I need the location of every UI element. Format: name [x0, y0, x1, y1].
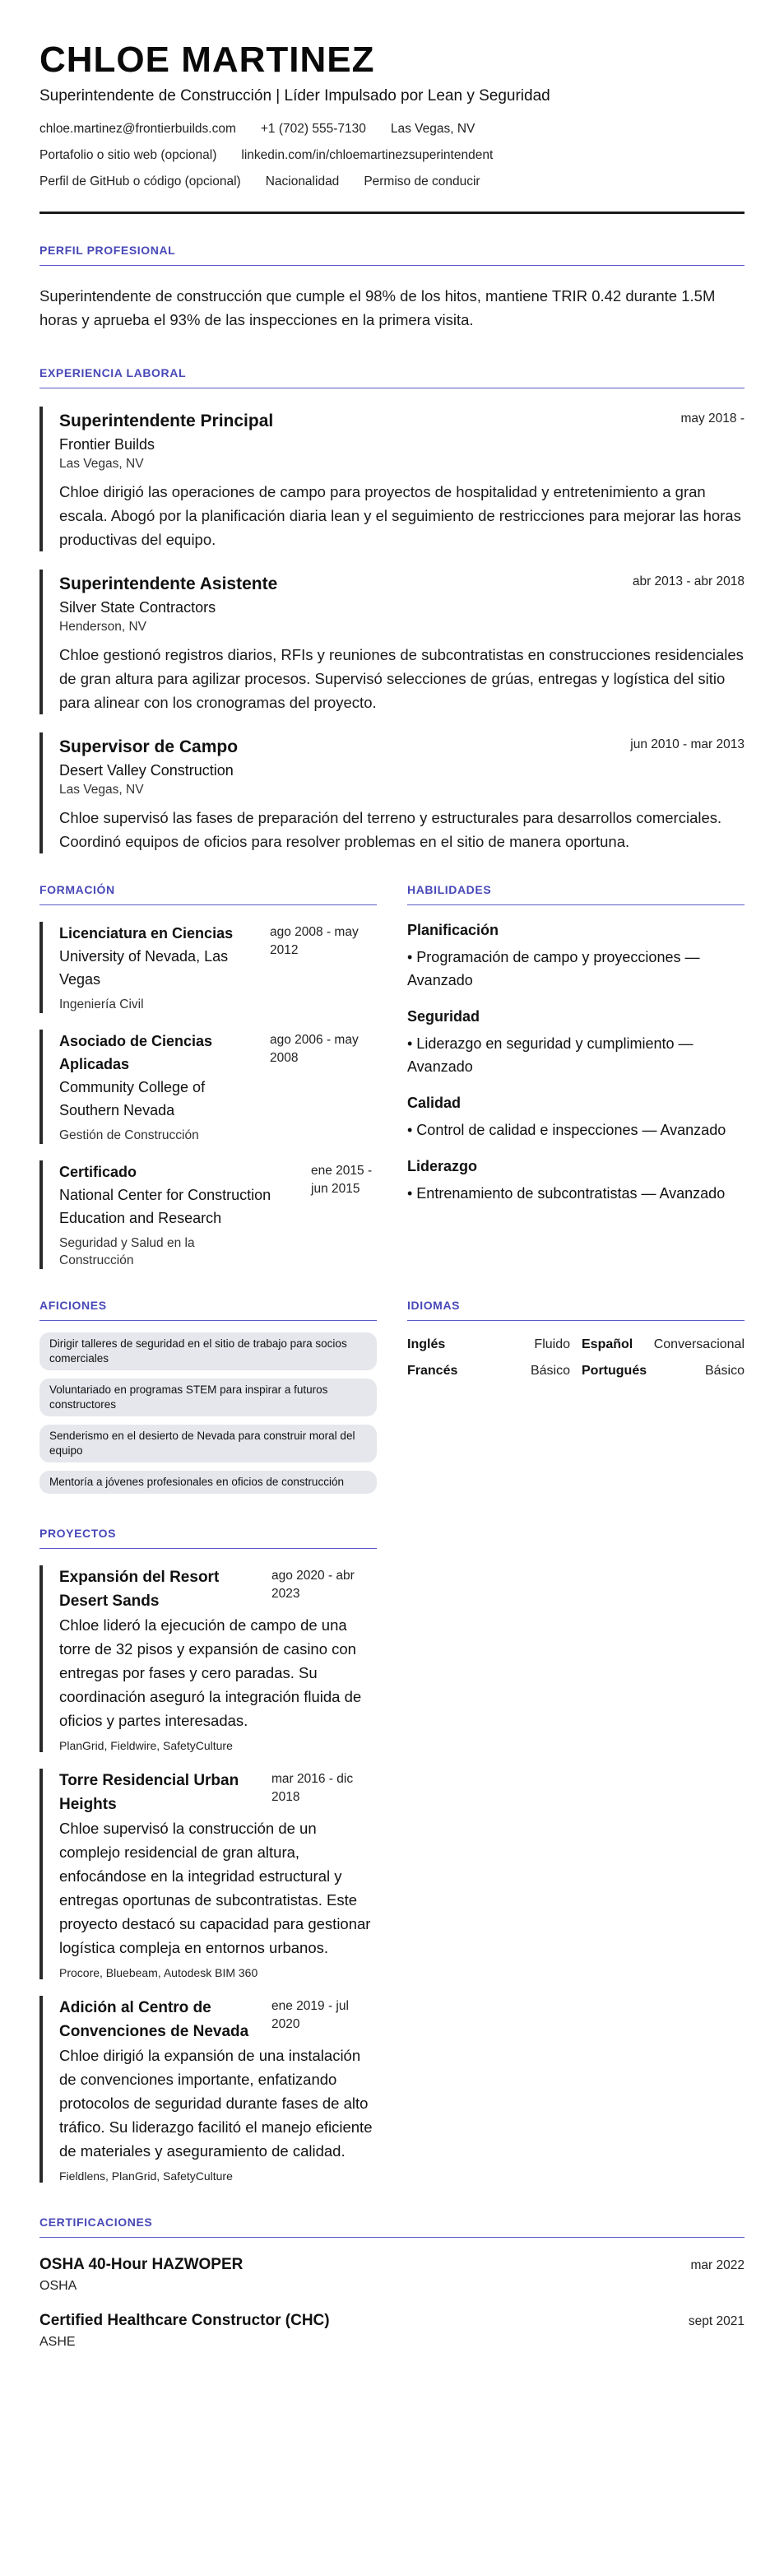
education-title: FORMACIÓN	[39, 883, 377, 905]
cert-issuer: ASHE	[39, 2335, 76, 2349]
languages-section	[407, 1299, 745, 1494]
skill-category: Liderazgo	[407, 1158, 478, 1174]
project-date: ene 2019 - jul 2020	[271, 1999, 349, 2031]
language-name: Inglés	[407, 1337, 446, 1351]
certifications-section	[39, 2216, 745, 2350]
language-level: Básico	[530, 1364, 570, 1378]
education-section	[39, 883, 377, 1269]
job-description: Chloe supervisó las fases de preparación del terreno y estructurales para desarrollos comerciales. Coordinó equipos de oficios para resolver problemas en el sitio de manera oportuna.	[59, 809, 722, 850]
language-name: Francés	[407, 1364, 458, 1378]
language-row	[582, 1337, 745, 1352]
edu-date: ago 2006 - may 2008	[270, 1033, 359, 1065]
contact-github[interactable]: Perfil de GitHub o código (opcional)	[39, 174, 241, 188]
project-item	[39, 1769, 377, 1979]
skill-category: Planificación	[407, 922, 499, 938]
edu-field: Seguridad y Salud en la Construcción	[59, 1236, 195, 1267]
experience-title: EXPERIENCIA LABORAL	[39, 366, 745, 388]
edu-school: Community College of Southern Nevada	[59, 1079, 206, 1118]
project-tools: Fieldlens, PlanGrid, SafetyCulture	[59, 2169, 233, 2183]
skill-group	[407, 1158, 745, 1205]
cert-date: mar 2022	[690, 2258, 745, 2272]
contact-portfolio[interactable]: Portafolio o sitio web (opcional)	[39, 148, 217, 162]
projects-section	[39, 1527, 377, 2183]
skill-value: • Entrenamiento de subcontratistas — Avanzado	[407, 1185, 726, 1202]
edu-degree: Certificado	[59, 1164, 137, 1180]
hobbies-title: AFICIONES	[39, 1299, 377, 1321]
project-item	[39, 1565, 377, 1752]
job-role: Superintendente Principal	[59, 412, 274, 430]
job-date: jun 2010 - mar 2013	[630, 737, 745, 751]
project-description: Chloe lideró la ejecución de campo de una torre de 32 pisos y expansión de casino con entregas por fases y cero paradas. Su coordinación aseguró la integración fluida de oficios y partes interesadas.	[59, 1616, 362, 1729]
projects-title: PROYECTOS	[39, 1527, 377, 1549]
header-divider	[39, 212, 745, 214]
language-level: Fluido	[534, 1337, 570, 1351]
project-tools: Procore, Bluebeam, Autodesk BIM 360	[59, 1966, 258, 1979]
candidate-headline: Superintendente de Construcción | Líder Impulsado por Lean y Seguridad	[39, 87, 550, 105]
certification-item	[39, 2256, 745, 2294]
hobby-pill: Voluntariado en programas STEM para inspirar a futuros constructores	[39, 1379, 377, 1416]
language-level: Básico	[704, 1364, 745, 1378]
job-company: Desert Valley Construction	[59, 762, 234, 779]
project-description: Chloe dirigió la expansión de una instalación de convenciones importante, enfatizando protocolos de seguridad durante fases de alto tráfico. Su liderazgo facilitó el manejo eficiente de materiales y aseguramiento de calidad.	[59, 2047, 373, 2160]
edu-field: Gestión de Construcción	[59, 1128, 199, 1142]
edu-degree: Asociado de Ciencias Aplicadas	[59, 1033, 213, 1072]
summary-title: PERFIL PROFESIONAL	[39, 244, 745, 266]
cert-issuer: OSHA	[39, 2279, 77, 2293]
edu-date: ene 2015 - jun 2015	[311, 1164, 373, 1196]
language-row	[407, 1337, 570, 1352]
job-role: Supervisor de Campo	[59, 737, 239, 756]
project-date: ago 2020 - abr 2023	[271, 1569, 355, 1601]
contact-info	[39, 120, 615, 190]
job-date: may 2018 -	[680, 412, 745, 425]
job-role: Superintendente Asistente	[59, 574, 278, 593]
skill-value: • Programación de campo y proyecciones — Avanzado	[407, 949, 700, 988]
edu-degree: Licenciatura en Ciencias	[59, 925, 234, 942]
education-item	[39, 922, 377, 1013]
project-title: Expansión del Resort Desert Sands	[59, 1569, 220, 1610]
skill-category: Calidad	[407, 1095, 462, 1111]
language-level: Conversacional	[653, 1337, 745, 1351]
skills-section	[407, 883, 745, 1269]
contact-location: Las Vegas, NV	[390, 122, 476, 136]
project-item	[39, 1996, 377, 2183]
hobby-pill: Senderismo en el desierto de Nevada para construir moral del equipo	[39, 1425, 377, 1462]
cert-name: OSHA 40-Hour HAZWOPER	[39, 2256, 244, 2273]
hobbies-section	[39, 1299, 377, 1494]
language-row	[407, 1364, 570, 1379]
skill-category: Seguridad	[407, 1008, 480, 1025]
contact-phone[interactable]: +1 (702) 555-7130	[260, 122, 366, 136]
contact-nationality: Nacionalidad	[265, 174, 340, 188]
education-skills-row	[39, 883, 745, 1269]
job-location: Las Vegas, NV	[59, 783, 144, 797]
certifications-title: CERTIFICACIONES	[39, 2216, 745, 2238]
cert-name: Certified Healthcare Constructor (CHC)	[39, 2312, 330, 2329]
experience-section	[39, 366, 745, 853]
skill-group	[407, 1095, 745, 1142]
edu-field: Ingeniería Civil	[59, 997, 144, 1011]
experience-item	[39, 407, 745, 551]
job-location: Las Vegas, NV	[59, 457, 144, 471]
experience-item	[39, 570, 745, 714]
edu-date: ago 2008 - may 2012	[270, 925, 359, 957]
resume-header	[39, 38, 745, 214]
education-item	[39, 1030, 377, 1144]
project-description: Chloe supervisó la construcción de un complejo residencial de gran altura, enfocándose en la integridad estructural y entregas oportunas de subcontratistas. Este proyecto destacó su capacidad para gestionar logística compleja en entornos urbanos.	[59, 1820, 371, 1956]
hobby-pill: Mentoría a jóvenes profesionales en oficios de construcción	[39, 1471, 377, 1494]
project-tools: PlanGrid, Fieldwire, SafetyCulture	[59, 1739, 233, 1752]
edu-school: University of Nevada, Las Vegas	[59, 948, 229, 988]
job-company: Frontier Builds	[59, 436, 155, 453]
summary-section	[39, 244, 745, 332]
skill-value: • Control de calidad e inspecciones — Avanzado	[407, 1122, 726, 1138]
language-name: Portugués	[582, 1364, 647, 1378]
job-location: Henderson, NV	[59, 620, 146, 634]
summary-text: Superintendente de construcción que cumple el 98% de los hitos, mantiene TRIR 0.42 durante 1.5M horas y aprueba el 93% de las inspecciones en la primera visita.	[39, 287, 716, 328]
candidate-name: CHLOE MARTINEZ	[39, 40, 375, 80]
education-item	[39, 1160, 377, 1269]
job-company: Silver State Contractors	[59, 599, 216, 616]
language-name: Español	[582, 1337, 633, 1351]
project-title: Torre Residencial Urban Heights	[59, 1772, 239, 1813]
languages-title: IDIOMAS	[407, 1299, 745, 1321]
language-row	[582, 1364, 745, 1379]
certification-item	[39, 2312, 745, 2350]
contact-linkedin[interactable]: linkedin.com/in/chloemartinezsuperintendent	[241, 148, 494, 162]
hobbies-languages-row	[39, 1299, 745, 1494]
skill-group	[407, 922, 745, 992]
skill-value: • Liderazgo en seguridad y cumplimiento — Avanzado	[407, 1035, 694, 1075]
contact-driving-license: Permiso de conducir	[364, 174, 480, 188]
edu-school: National Center for Construction Education and Research	[59, 1187, 271, 1226]
project-date: mar 2016 - dic 2018	[271, 1772, 354, 1804]
skills-title: HABILIDADES	[407, 883, 745, 905]
hobby-pill: Dirigir talleres de seguridad en el sitio de trabajo para socios comerciales	[39, 1332, 377, 1370]
cert-date: sept 2021	[688, 2314, 745, 2328]
job-date: abr 2013 - abr 2018	[632, 574, 745, 588]
skill-group	[407, 1008, 745, 1078]
job-description: Chloe gestionó registros diarios, RFIs y reuniones de subcontratistas en construcciones residenciales de gran altura para agilizar procesos. Supervisó selecciones de grúas, entregas y logística del sitio para alinear con los cronogramas del proyecto.	[59, 646, 744, 711]
job-description: Chloe dirigió las operaciones de campo para proyectos de hospitalidad y entretenimiento a gran escala. Abogó por la planificación diaria lean y el seguimiento de restricciones para mejorar las horas productivas del equipo.	[59, 483, 741, 548]
project-title: Adición al Centro de Convenciones de Nevada	[59, 1999, 249, 2040]
experience-item	[39, 732, 745, 853]
contact-email[interactable]: chloe.martinez@frontierbuilds.com	[39, 122, 236, 136]
